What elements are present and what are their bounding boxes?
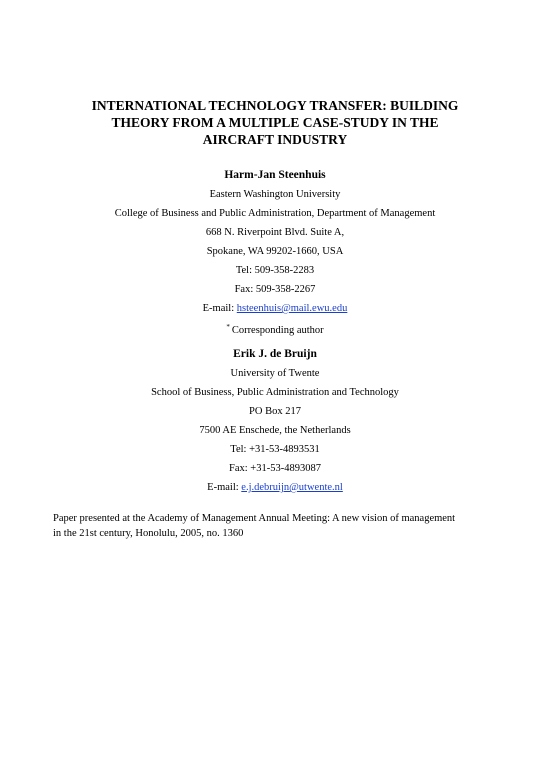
author-2-department: School of Business, Public Administration and Technology [151, 387, 399, 398]
author-2-block [0, 345, 550, 497]
author-1-city: Spokane, WA 99202-1660, USA [206, 246, 344, 257]
author-1-address: 668 N. Riverpoint Blvd. Suite A, [205, 227, 345, 238]
author-2-tel: Tel: +31-53-4893531 [230, 444, 320, 455]
author-1-university: Eastern Washington University [209, 189, 341, 200]
author-2-name: Erik J. de Bruijn [233, 348, 317, 360]
author-1-email-link[interactable]: hsteenhuis@mail.ewu.edu [236, 303, 348, 314]
corresponding-author-text: Corresponding author [231, 325, 324, 336]
paper-title [60, 97, 490, 148]
author-1-name: Harm-Jan Steenhuis [224, 169, 326, 181]
author-2-city: 7500 AE Enschede, the Netherlands [199, 425, 351, 436]
author-2-pobox: PO Box 217 [249, 406, 301, 417]
author-2-email-line [0, 478, 550, 497]
author-2-university: University of Twente [230, 368, 320, 379]
author-1-block [0, 166, 550, 337]
author-2-email-label: E-mail: [207, 482, 242, 493]
author-2-fax: Fax: +31-53-4893087 [229, 463, 321, 474]
author-1-department: College of Business and Public Administration, Department of Management [114, 208, 436, 219]
presentation-note-line-1: Paper presented at the Academy of Management Annual Meeting: A new vision of management [53, 513, 456, 524]
author-2-email-link[interactable]: e.j.debruijn@utwente.nl [241, 482, 343, 493]
author-1-email-line [0, 299, 550, 318]
presentation-note-line-2: in the 21st century, Honolulu, 2005, no. 1360 [53, 528, 244, 539]
title-line-1: INTERNATIONAL TECHNOLOGY TRANSFER: BUILDING [91, 98, 459, 113]
corresponding-mark: * [226, 323, 230, 331]
presentation-note [53, 511, 493, 541]
author-1-tel: Tel: 509-358-2283 [235, 265, 315, 276]
title-line-2: THEORY FROM A MULTIPLE CASE-STUDY IN THE [111, 115, 439, 130]
author-1-email-label: E-mail: [202, 303, 237, 314]
corresponding-author-note [0, 318, 550, 337]
author-1-fax: Fax: 509-358-2267 [234, 284, 316, 295]
title-line-3: AIRCRAFT INDUSTRY [202, 132, 348, 147]
